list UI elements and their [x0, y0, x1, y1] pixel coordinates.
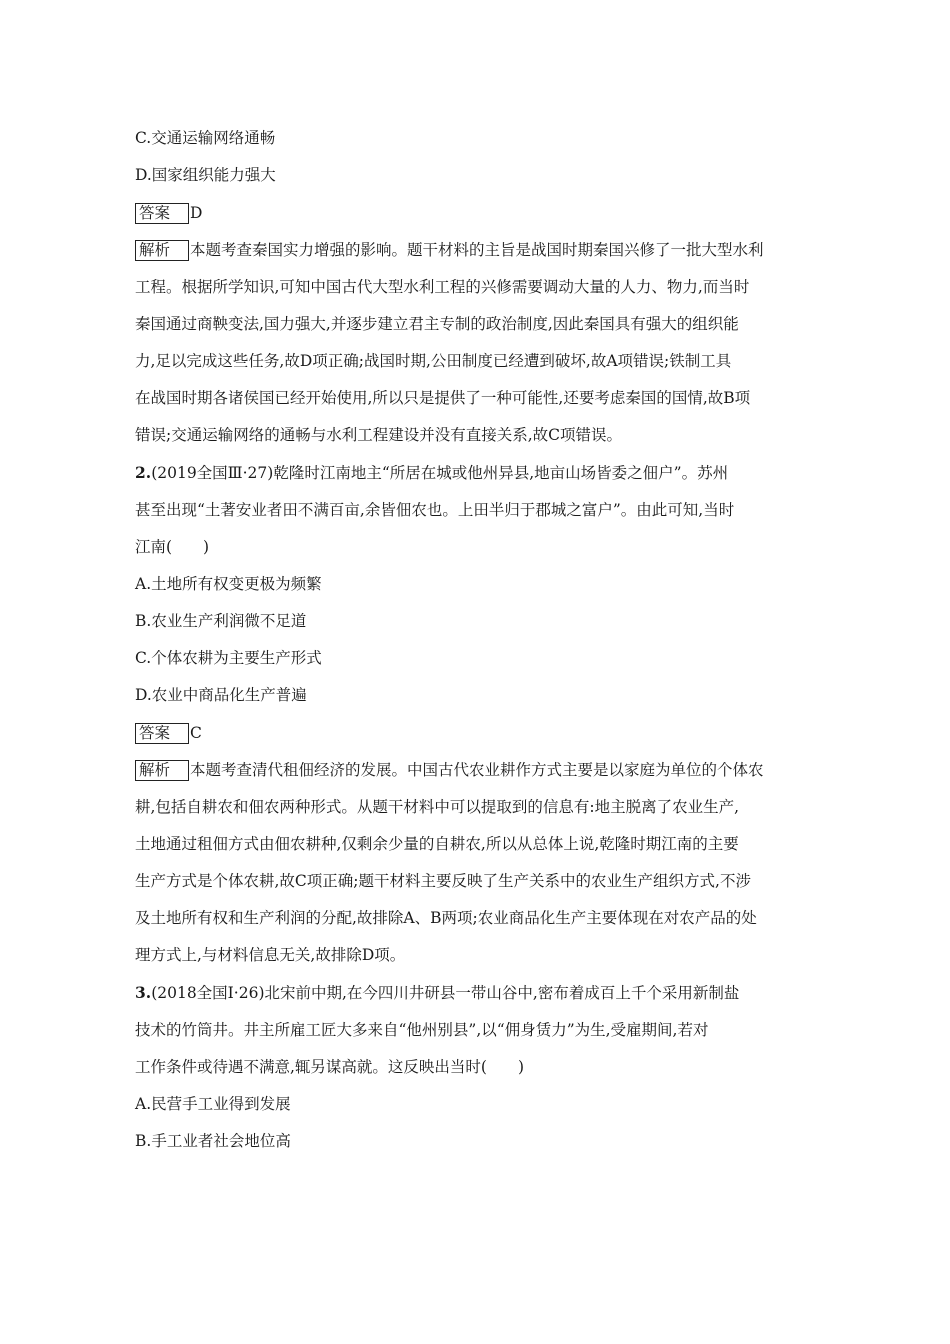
answer-value: C	[190, 724, 202, 742]
analysis-label: 解析	[135, 760, 189, 781]
q1-analysis-line: 错误;交通运输网络的通畅与水利工程建设并没有直接关系,故C项错误。	[135, 426, 623, 444]
analysis-label: 解析	[135, 240, 189, 261]
q2-analysis-line: 耕,包括自耕农和佃农两种形式。从题干材料中可以提取到的信息有:地主脱离了农业生产,	[135, 798, 740, 816]
q1-analysis-line: 工程。根据所学知识,可知中国古代大型水利工程的兴修需要调动大量的人力、物力,而当时	[135, 278, 750, 296]
q2-analysis-line: 及土地所有权和生产利润的分配,故排除A、B两项;农业商品化生产主要体现在对农产品的处	[135, 909, 757, 927]
q1-option-d: D.国家组织能力强大	[135, 166, 276, 184]
q3-option-b: B.手工业者社会地位高	[135, 1132, 291, 1150]
question-number: 2.	[135, 463, 152, 482]
q2-option-b: B.农业生产利润微不足道	[135, 612, 307, 630]
q3-stem-line: 3.(2018全国Ⅰ·26)北宋前中期,在今四川井研县一带山谷中,密布着成百上千个采用新制盐	[135, 983, 740, 1002]
answer-label: 答案	[135, 203, 189, 224]
q2-option-c: C.个体农耕为主要生产形式	[135, 649, 322, 667]
q2-stem-line: 甚至出现“土著安业者田不满百亩,余皆佃农也。上田半归于郡城之富户”。由此可知,当时	[135, 501, 735, 519]
q2-analysis-line: 解析 本题考查清代租佃经济的发展。中国古代农业耕作方式主要是以家庭为单位的个体农	[135, 759, 815, 781]
q1-analysis-line: 在战国时期各诸侯国已经开始使用,所以只是提供了一种可能性,还要考虑秦国的国情,故B项	[135, 389, 751, 407]
q2-stem-line: 2.(2019全国Ⅲ·27)乾隆时江南地主“所居在城或他州异县,地亩山场皆委之佃户”。苏州	[135, 463, 729, 482]
q2-option-d: D.农业中商品化生产普遍	[135, 686, 307, 704]
question-number: 3.	[135, 983, 152, 1002]
q2-analysis-line: 理方式上,与材料信息无关,故排除D项。	[135, 946, 406, 964]
q2-option-a: A.土地所有权变更极为频繁	[135, 575, 322, 593]
answer-label: 答案	[135, 723, 189, 744]
q1-answer	[135, 202, 815, 224]
q1-analysis-line: 秦国通过商鞅变法,国力强大,并逐步建立君主专制的政治制度,因此秦国具有强大的组织能	[135, 315, 739, 333]
q2-analysis-line: 生产方式是个体农耕,故C项正确;题干材料主要反映了生产关系中的农业生产组织方式,不涉	[135, 872, 751, 890]
q1-analysis-line: 力,足以完成这些任务,故D项正确;战国时期,公田制度已经遭到破坏,故A项错误;铁制工具	[135, 352, 732, 370]
q1-option-c: C.交通运输网络通畅	[135, 129, 276, 147]
q3-stem-line: 技术的竹筒井。井主所雇工匠大多来自“他州别县”,以“佣身赁力”为生,受雇期间,若对	[135, 1021, 709, 1039]
q2-answer	[135, 722, 815, 744]
q3-option-a: A.民营手工业得到发展	[135, 1095, 291, 1113]
q2-analysis-line: 土地通过租佃方式由佃农耕种,仅剩余少量的自耕农,所以从总体上说,乾隆时期江南的主要	[135, 835, 739, 853]
q3-stem-line: 工作条件或待遇不满意,辄另谋高就。这反映出当时( )	[135, 1058, 525, 1076]
answer-value: D	[190, 204, 203, 222]
q2-stem-line: 江南( )	[135, 538, 210, 556]
q1-analysis-line: 解析 本题考查秦国实力增强的影响。题干材料的主旨是战国时期秦国兴修了一批大型水利	[135, 239, 815, 261]
